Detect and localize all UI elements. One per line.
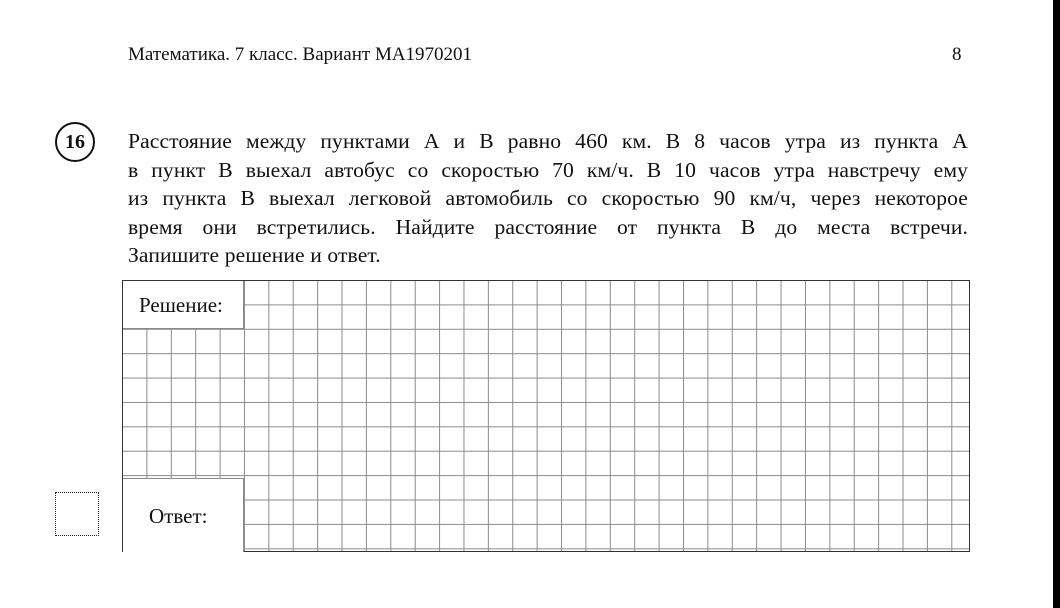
task-text-line: в пункт В выехал автобус со скоростью 70 км/ч. В 10 часов утра навстречу ему [128, 157, 968, 182]
page-number: 8 [952, 44, 962, 65]
task-text-line: из пункта В выехал легковой автомобиль со скоростью 90 км/ч, через некоторое [128, 186, 968, 211]
answer-grid[interactable] [122, 280, 970, 552]
score-box [55, 492, 99, 536]
task-text-line: Расстояние между пунктами А и В равно 460 км. В 8 часов утра из пункта А [128, 129, 968, 153]
task-text-line: время они встретились. Найдите расстояние от пункта В до места встречи. [128, 214, 968, 239]
page-header-subject: Математика. 7 класс. Вариант МА1970201 [128, 44, 473, 65]
task-number: 16 [65, 130, 85, 153]
task-text-line: Запишите решение и ответ. [128, 243, 381, 268]
solution-label: Решение: [139, 293, 223, 317]
task-text [128, 127, 968, 270]
answer-label: Ответ: [149, 504, 208, 528]
task-number-circle [55, 122, 95, 162]
